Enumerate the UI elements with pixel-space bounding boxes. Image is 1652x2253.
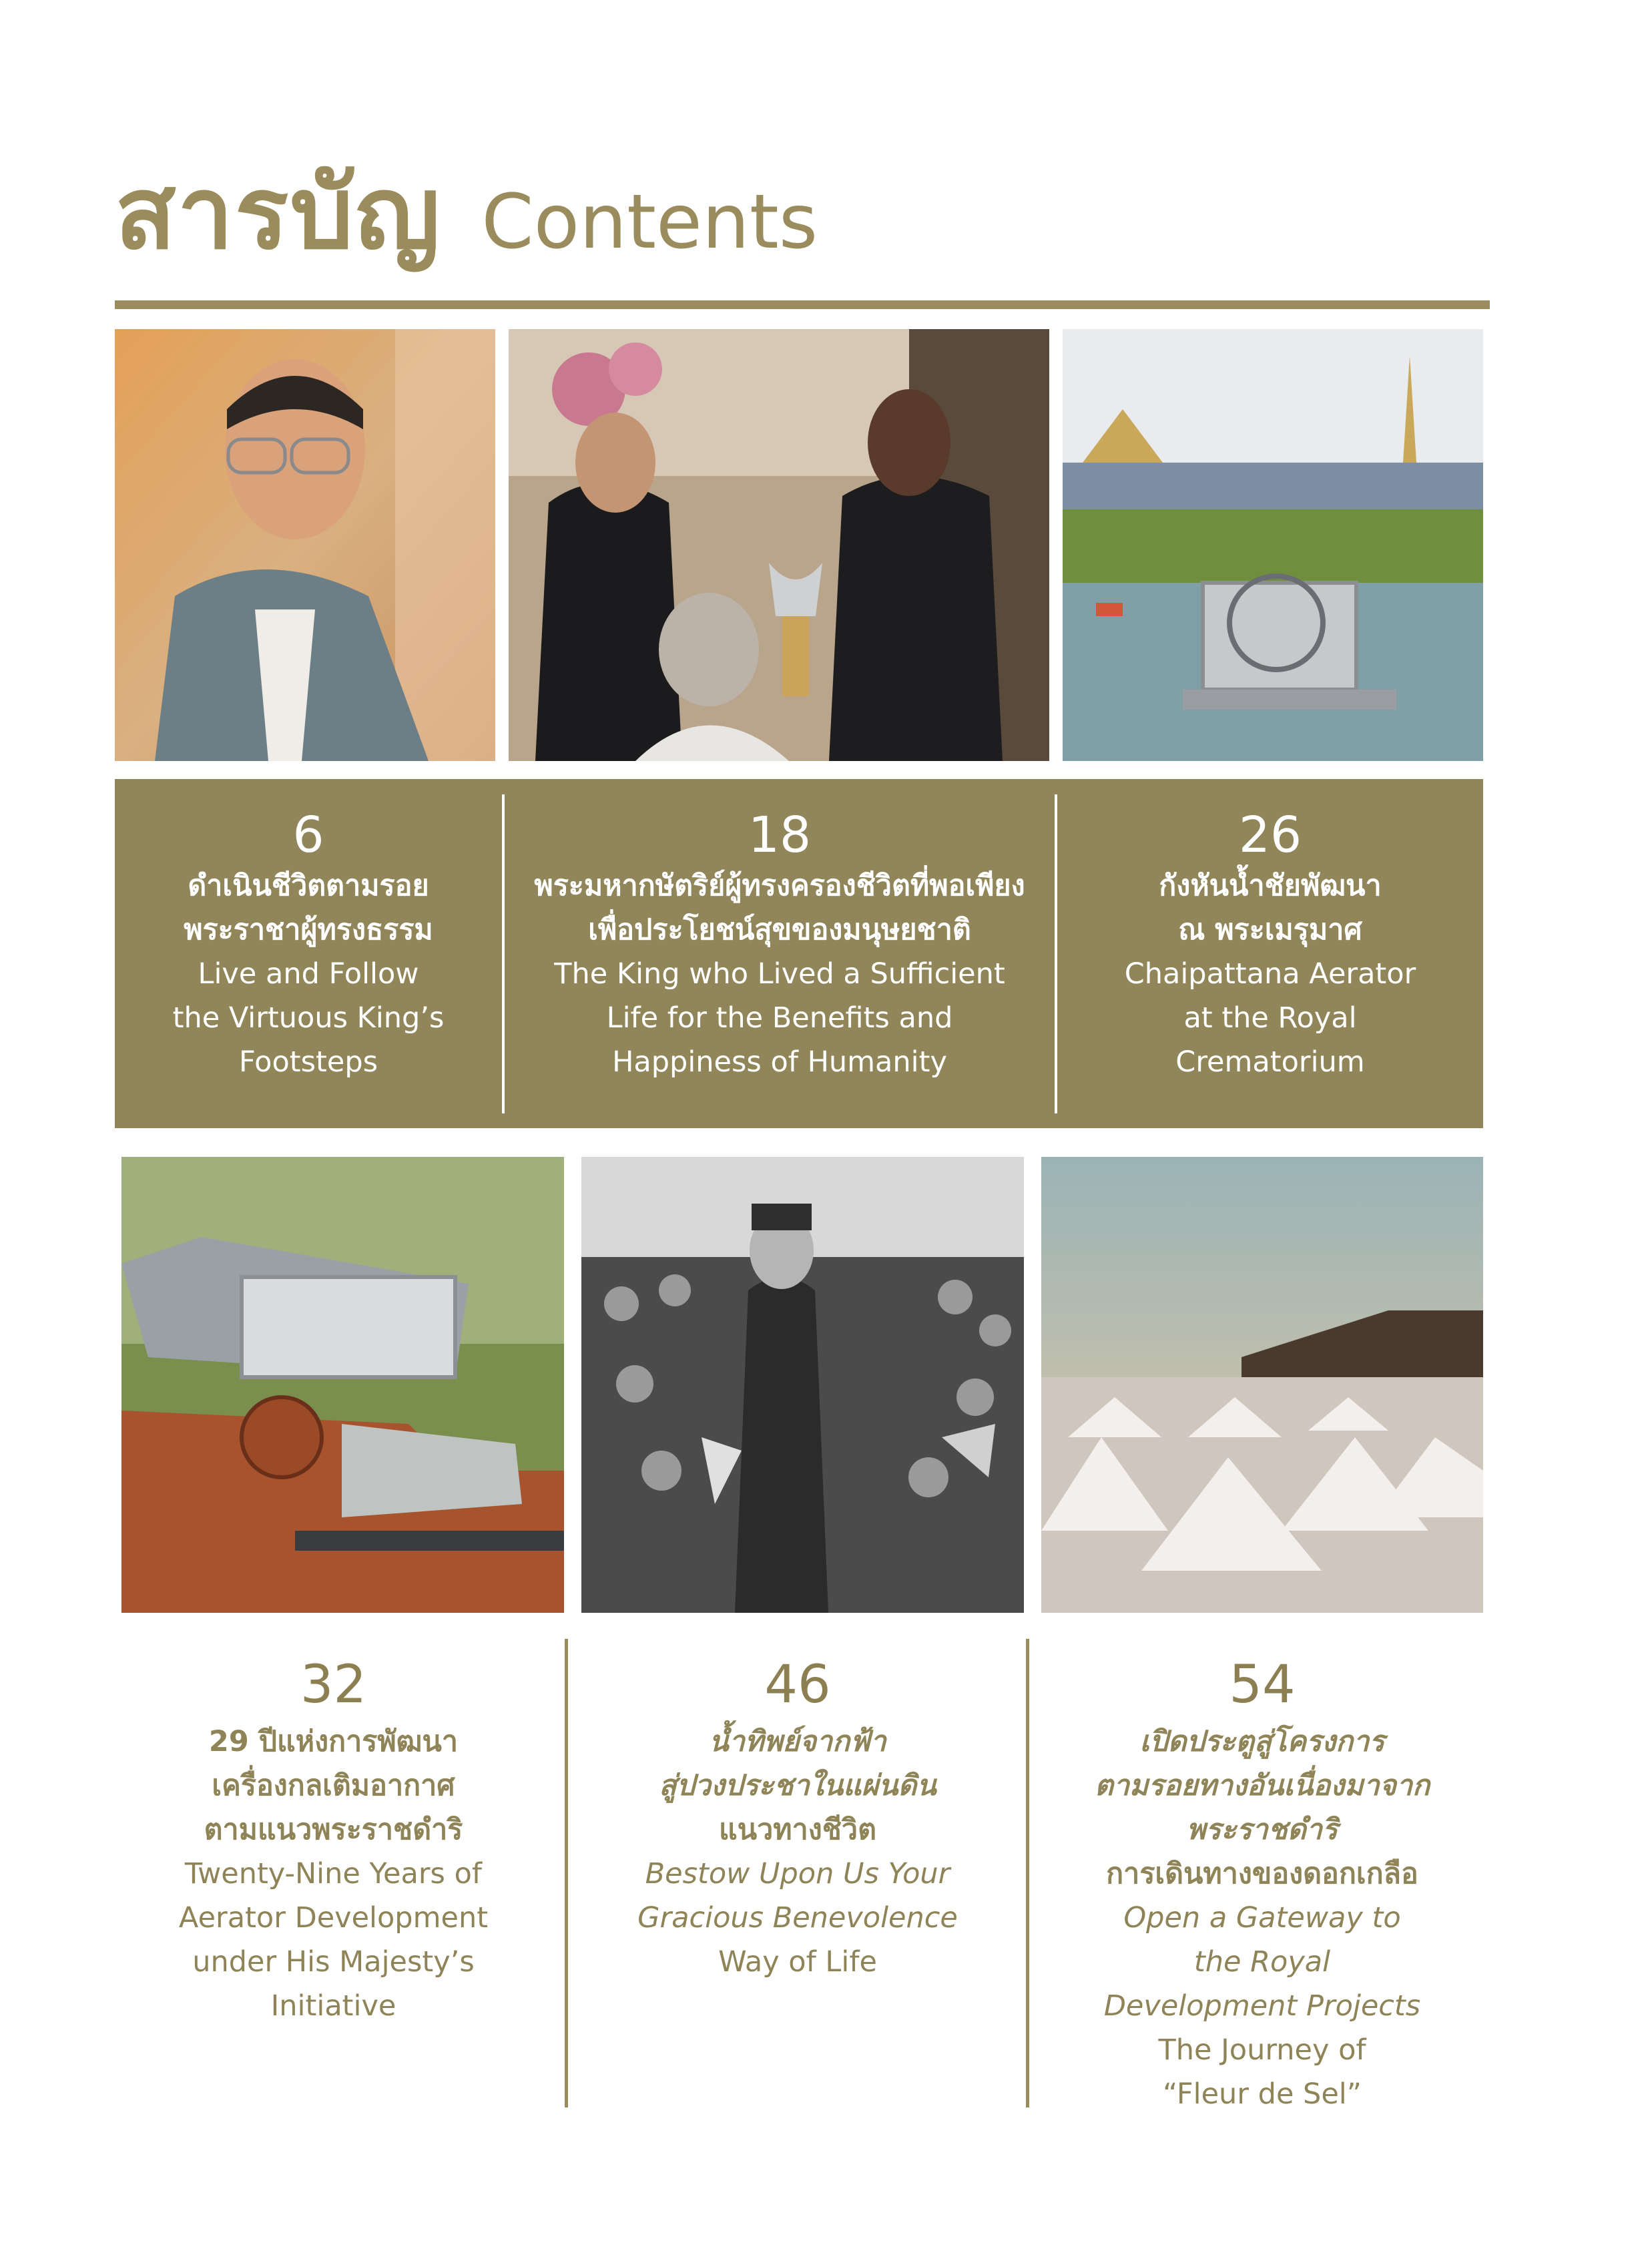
entry-title-en: Open a Gateway to (1123, 1901, 1401, 1935)
entry-title-th: พระราชดำริ (1186, 1812, 1338, 1846)
entry-title-en: Happiness of Humanity (612, 1045, 947, 1079)
entry-title-th: พระราชาผู้ทรงธรรม (184, 913, 433, 947)
photo-salt-field (1041, 1157, 1483, 1613)
photo-aerator-crematorium (1063, 329, 1483, 761)
entry-title-th: สู่ปวงประชาในแผ่นดิน (659, 1768, 936, 1802)
page-number: 26 (1238, 806, 1302, 864)
entry-title-en: Twenty-Nine Years of (184, 1856, 483, 1891)
entry-title-en: Footsteps (238, 1045, 378, 1079)
entry-title-th: กังหันน้ำชัยพัฒนา (1159, 869, 1382, 903)
entry-title-en: at the Royal (1183, 1001, 1357, 1035)
entry-title-en: Live and Follow (198, 957, 419, 991)
title-thai: สารบัญ (115, 156, 442, 272)
entry-page-26[interactable] (1057, 779, 1483, 1128)
entry-title-th: ตามรอยทางอันเนื่องมาจาก (1094, 1768, 1430, 1802)
entry-title-en: Bestow Upon Us Your (645, 1856, 950, 1891)
entry-title-en: Life for the Benefits and (606, 1001, 953, 1035)
entry-title-th: น้ำทิพย์จากฟ้า (709, 1724, 886, 1758)
entry-title-en: Aerator Development (178, 1901, 489, 1935)
entry-page-46[interactable] (581, 1656, 1015, 1984)
entry-title-en: Chaipattana Aerator (1124, 957, 1416, 991)
entry-title-en: Initiative (270, 1989, 396, 2023)
entry-title-en: Gracious Benevolence (637, 1901, 958, 1935)
entry-title-en: the Virtuous King’s (172, 1001, 445, 1035)
page-number: 18 (748, 806, 812, 864)
entry-title-en: the Royal (1193, 1945, 1331, 1979)
entry-title-th: ตามแนวพระราชดำริ (204, 1812, 463, 1846)
entry-title-th: พระมหากษัตริย์ผู้ทรงครองชีวิตที่พอเพียง (534, 869, 1025, 903)
entry-page-32[interactable] (115, 1656, 552, 2028)
page-number: 54 (1229, 1655, 1296, 1715)
column-divider (565, 1639, 568, 2107)
entry-title-en: “Fleur de Sel” (1162, 2077, 1362, 2111)
entry-page-6[interactable] (115, 779, 502, 1128)
entry-title-th: 29 ปีแห่งการพัฒนา (208, 1724, 459, 1758)
entry-title-en: The King who Lived a Sufficient (554, 957, 1005, 991)
photo-king-portrait (115, 329, 495, 761)
page-number: 32 (300, 1655, 367, 1715)
entry-title-th: เพื่อประโยชน์สุขของมนุษยชาติ (588, 913, 971, 947)
entry-page-18[interactable] (505, 779, 1055, 1128)
entry-page-54[interactable] (1041, 1656, 1483, 2116)
entry-title-en: Way of Life (718, 1945, 877, 1979)
entry-title-th: การเดินทางของดอกเกลือ (1106, 1856, 1418, 1891)
entry-title-th: เครื่องกลเติมอากาศ (212, 1768, 455, 1802)
column-divider (1026, 1639, 1029, 2107)
entry-title-en: Crematorium (1175, 1045, 1365, 1079)
entry-title-th: แนวทางชีวิต (719, 1812, 876, 1846)
photo-aerator-machine (121, 1157, 564, 1613)
page-title (115, 134, 818, 287)
entry-title-en: Development Projects (1103, 1989, 1421, 2023)
contents-band (115, 779, 1483, 1128)
entry-title-en: The Journey of (1158, 2033, 1366, 2067)
page-number: 46 (764, 1655, 831, 1715)
photo-king-crowd-bw (581, 1157, 1024, 1613)
photo-king-with-annan (509, 329, 1049, 761)
entry-title-th: ณ พระเมรุมาศ (1178, 913, 1362, 947)
title-english: Contents (481, 179, 818, 266)
entry-title-th: ดำเนินชีวิตตามรอย (188, 869, 429, 903)
entry-title-en: under His Majesty’s (192, 1945, 475, 1979)
title-divider (115, 300, 1490, 309)
entry-title-th: เปิดประตูสู่โครงการ (1139, 1724, 1385, 1758)
page-number: 6 (292, 806, 324, 864)
